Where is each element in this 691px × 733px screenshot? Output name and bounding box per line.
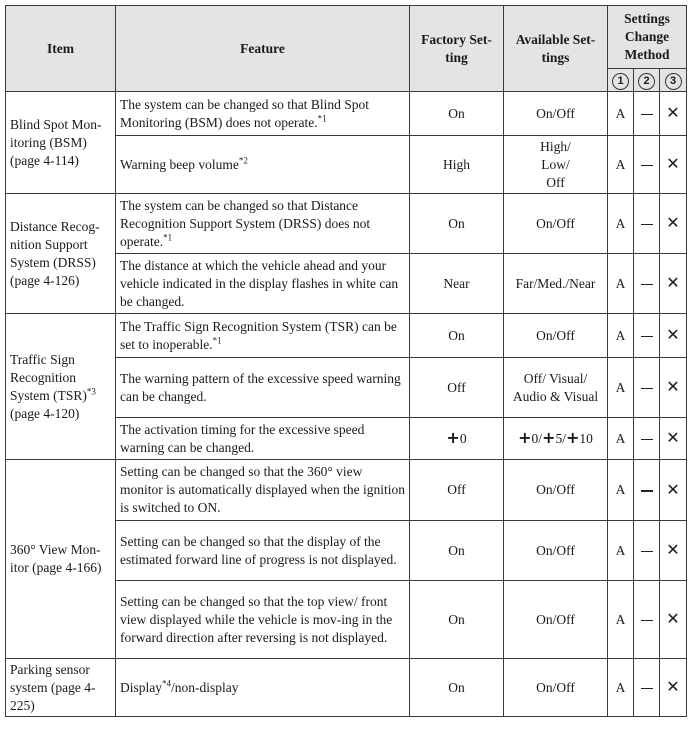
factory-setting: Off xyxy=(410,358,504,418)
method-1: A xyxy=(608,460,634,521)
factory-setting: On xyxy=(410,581,504,659)
feature-cell: Setting can be changed so that the display of the estimated forward line of progress is not displayed. xyxy=(116,521,410,581)
factory-setting: On xyxy=(410,92,504,136)
circled-3-icon: 3 xyxy=(665,73,682,90)
cross-icon: ✕ xyxy=(666,677,680,696)
cross-icon: ✕ xyxy=(666,428,680,447)
cross-icon: ✕ xyxy=(666,540,680,559)
cross-icon: ✕ xyxy=(666,377,680,396)
method-2 xyxy=(634,358,660,418)
feature-cell: The system can be changed so that Blind Spot Monitoring (BSM) does not operate.$^{*1}$ xyxy=(116,92,410,136)
factory-setting: On xyxy=(410,521,504,581)
item-bsm: Blind Spot Mon-itoring (BSM) (page 4-114) xyxy=(6,92,116,194)
method-3 xyxy=(660,460,687,521)
factory-setting: On xyxy=(410,314,504,358)
plus-icon: + xyxy=(565,428,580,447)
method-1: A xyxy=(608,418,634,460)
circled-1-icon: 1 xyxy=(612,73,629,90)
header-factory-setting: Factory Set-ting xyxy=(410,6,504,92)
feature-cell: Setting can be changed so that the 360° view monitor is automatically displayed when the ignition is switched to ON. xyxy=(116,460,410,521)
dash-icon xyxy=(641,388,653,390)
method-1: A xyxy=(608,92,634,136)
header-item: Item xyxy=(6,6,116,92)
dash-icon xyxy=(641,688,653,690)
method-2 xyxy=(634,194,660,254)
method-2 xyxy=(634,521,660,581)
available-settings: High/ Low/ Off xyxy=(504,136,608,194)
method-3 xyxy=(660,136,687,194)
feature-cell: The distance at which the vehicle ahead and your vehicle indicated in the display flashes in white can be changed. xyxy=(116,254,410,314)
available-settings: On/Off xyxy=(504,460,608,521)
cross-icon: ✕ xyxy=(666,103,680,122)
table-row xyxy=(6,92,687,136)
method-3 xyxy=(660,194,687,254)
method-2 xyxy=(634,92,660,136)
method-3 xyxy=(660,418,687,460)
method-2 xyxy=(634,581,660,659)
dash-icon xyxy=(641,224,653,226)
method-2 xyxy=(634,254,660,314)
plus-icon: + xyxy=(518,428,532,447)
method-3 xyxy=(660,521,687,581)
method-1: A xyxy=(608,136,634,194)
method-3 xyxy=(660,314,687,358)
method-3 xyxy=(660,92,687,136)
method-2 xyxy=(634,418,660,460)
method-2 xyxy=(634,460,660,521)
plus-icon: + xyxy=(446,428,460,447)
feature-cell: Warning beep volume$^{*2}$ xyxy=(116,136,410,194)
table-row xyxy=(6,194,687,254)
cross-icon: ✕ xyxy=(666,609,680,628)
method-2 xyxy=(634,136,660,194)
available-settings: On/Off xyxy=(504,194,608,254)
item-360-view-monitor: 360° View Mon-itor (page 4-166) xyxy=(6,460,116,659)
method-1: A xyxy=(608,521,634,581)
feature-cell: The warning pattern of the excessive speed warning can be changed. xyxy=(116,358,410,418)
dash-icon xyxy=(641,114,653,116)
table-row xyxy=(6,659,687,717)
cross-icon: ✕ xyxy=(666,213,680,232)
method-2 xyxy=(634,659,660,717)
factory-setting: On xyxy=(410,194,504,254)
method-3 xyxy=(660,581,687,659)
dash-icon xyxy=(641,490,653,492)
available-settings: Far/Med./Near xyxy=(504,254,608,314)
method-3 xyxy=(660,358,687,418)
feature-cell: Setting can be changed so that the top view/ front view displayed while the vehicle is mov-ing in the forward direction after reversing is not displayed. xyxy=(116,581,410,659)
dash-icon xyxy=(641,620,653,622)
method-1: A xyxy=(608,194,634,254)
method-1: A xyxy=(608,659,634,717)
feature-cell: The Traffic Sign Recognition System (TSR) can be set to inoperable.$^{*1}$ xyxy=(116,314,410,358)
cross-icon: ✕ xyxy=(666,273,680,292)
factory-setting: Near xyxy=(410,254,504,314)
available-settings: On/Off xyxy=(504,314,608,358)
factory-setting: High xyxy=(410,136,504,194)
cross-icon: ✕ xyxy=(666,479,680,499)
cross-icon: ✕ xyxy=(666,325,680,344)
method-3 xyxy=(660,659,687,717)
method-1: A xyxy=(608,314,634,358)
plus-icon: + xyxy=(542,428,556,447)
table-row xyxy=(6,460,687,521)
circled-2-icon: 2 xyxy=(638,73,655,90)
feature-cell: Display$^{*4}$/non-display xyxy=(116,659,410,717)
item-parking-sensor: Parking sensor system (page 4-225) xyxy=(6,659,116,717)
available-settings: On/Off xyxy=(504,659,608,717)
available-settings: +0/+5/+10 xyxy=(504,418,608,460)
feature-cell: The activation timing for the excessive speed warning can be changed. xyxy=(116,418,410,460)
settings-table xyxy=(5,5,687,717)
header-method-1 xyxy=(608,69,634,92)
available-settings: Off/ Visual/ Audio & Visual xyxy=(504,358,608,418)
method-1: A xyxy=(608,254,634,314)
factory-setting: On xyxy=(410,659,504,717)
item-drss: Distance Recog-nition Support System (DRSS) (page 4-126) xyxy=(6,194,116,314)
dash-icon xyxy=(641,165,653,167)
item-tsr: Traffic Sign Recognition System (TSR)$^{*3}$ (page 4-120) xyxy=(6,314,116,460)
dash-icon xyxy=(641,439,653,441)
available-settings: On/Off xyxy=(504,581,608,659)
header-method-2 xyxy=(634,69,660,92)
header-available-settings: Available Set-tings xyxy=(504,6,608,92)
factory-setting: Off xyxy=(410,460,504,521)
method-1: A xyxy=(608,581,634,659)
dash-icon xyxy=(641,336,653,338)
table-row xyxy=(6,314,687,358)
header-feature: Feature xyxy=(116,6,410,92)
method-1: A xyxy=(608,358,634,418)
available-settings: On/Off xyxy=(504,92,608,136)
available-settings: On/Off xyxy=(504,521,608,581)
dash-icon xyxy=(641,551,653,553)
cross-icon: ✕ xyxy=(666,154,680,173)
header-method-3 xyxy=(660,69,687,92)
method-2 xyxy=(634,314,660,358)
factory-setting: +0 xyxy=(410,418,504,460)
feature-cell: The system can be changed so that Distance Recognition Support System (DRSS) does not operate.$^{*1}$ xyxy=(116,194,410,254)
header-settings-change-method: Settings Change Method xyxy=(608,6,687,69)
dash-icon xyxy=(641,284,653,286)
method-3 xyxy=(660,254,687,314)
